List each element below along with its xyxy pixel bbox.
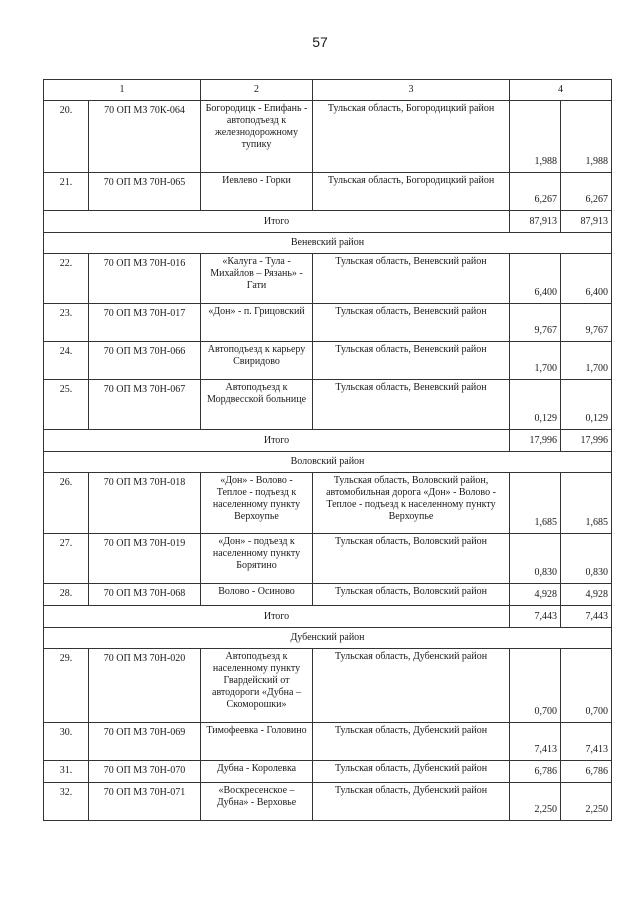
section-header [44, 233, 612, 254]
length-value: 0,129 [510, 380, 561, 430]
table-row [44, 101, 612, 173]
length-value: 0,830 [510, 534, 561, 584]
length-total-value: 1,700 [561, 342, 612, 380]
length-value: 1,685 [510, 473, 561, 534]
row-number: 26. [44, 473, 89, 534]
total-value-2: 7,443 [561, 606, 612, 628]
road-location: Тульская область, Дубенский район [313, 761, 510, 783]
row-number: 30. [44, 723, 89, 761]
table-row [44, 649, 612, 723]
road-location: Тульская область, Веневский район [313, 304, 510, 342]
road-name: Иевлево - Горки [201, 173, 313, 211]
road-code: 70 ОП МЗ 70Н-065 [89, 173, 201, 211]
total-label: Итого [44, 606, 510, 628]
section-title: Дубенский район [44, 628, 612, 649]
road-name: «Дон» - п. Грицовский [201, 304, 313, 342]
length-value: 1,700 [510, 342, 561, 380]
total-value: 17,996 [510, 430, 561, 452]
road-name: Тимофеевка - Головино [201, 723, 313, 761]
table-row [44, 342, 612, 380]
table-row [44, 761, 612, 783]
road-location: Тульская область, Воловский район [313, 534, 510, 584]
total-row [44, 211, 612, 233]
length-value: 0,700 [510, 649, 561, 723]
road-location: Тульская область, Богородицкий район [313, 173, 510, 211]
row-number: 29. [44, 649, 89, 723]
length-value: 9,767 [510, 304, 561, 342]
table-row [44, 723, 612, 761]
roads-table [43, 79, 612, 821]
length-value: 6,786 [510, 761, 561, 783]
length-total-value: 0,129 [561, 380, 612, 430]
row-number: 31. [44, 761, 89, 783]
header-cell-3: 3 [313, 80, 510, 101]
row-number: 23. [44, 304, 89, 342]
road-name: Автоподъезд к Мордвесской больнице [201, 380, 313, 430]
road-name: Богородицк - Епифань - автоподъезд к железнодорожному тупику [201, 101, 313, 173]
road-name: Волово - Осиново [201, 584, 313, 606]
page-number: 57 [312, 34, 328, 50]
table-row [44, 380, 612, 430]
row-number: 28. [44, 584, 89, 606]
section-title: Воловский район [44, 452, 612, 473]
length-value: 2,250 [510, 783, 561, 821]
row-number: 24. [44, 342, 89, 380]
section-header [44, 628, 612, 649]
road-name: «Дон» - Волово - Теплое - подъезд к населенному пункту Верхоупье [201, 473, 313, 534]
length-value: 7,413 [510, 723, 561, 761]
table-row [44, 584, 612, 606]
length-total-value: 9,767 [561, 304, 612, 342]
road-code: 70 ОП МЗ 70Н-019 [89, 534, 201, 584]
length-total-value: 4,928 [561, 584, 612, 606]
length-total-value: 1,988 [561, 101, 612, 173]
road-code: 70 ОП МЗ 70Н-018 [89, 473, 201, 534]
road-location: Тульская область, Дубенский район [313, 723, 510, 761]
header-row [44, 80, 612, 101]
length-value: 4,928 [510, 584, 561, 606]
road-code: 70 ОП МЗ 70Н-069 [89, 723, 201, 761]
road-name: «Дон» - подъезд к населенному пункту Борятино [201, 534, 313, 584]
row-number: 27. [44, 534, 89, 584]
road-location: Тульская область, Воловский район [313, 584, 510, 606]
table-row [44, 783, 612, 821]
road-location: Тульская область, Веневский район [313, 342, 510, 380]
length-value: 6,400 [510, 254, 561, 304]
road-name: Дубна - Королевка [201, 761, 313, 783]
section-header [44, 452, 612, 473]
total-value: 87,913 [510, 211, 561, 233]
length-total-value: 0,830 [561, 534, 612, 584]
length-value: 6,267 [510, 173, 561, 211]
road-code: 70 ОП МЗ 70Н-020 [89, 649, 201, 723]
total-value: 7,443 [510, 606, 561, 628]
section-title: Веневский район [44, 233, 612, 254]
table-row [44, 534, 612, 584]
row-number: 22. [44, 254, 89, 304]
road-name: Автоподъезд к населенному пункту Гвардейский от автодороги «Дубна – Скоморошки» [201, 649, 313, 723]
road-location: Тульская область, Воловский район, автомобильная дорога «Дон» - Волово - Теплое - подъезд к населенному пункту Верхоупье [313, 473, 510, 534]
road-location: Тульская область, Дубенский район [313, 783, 510, 821]
table-row [44, 254, 612, 304]
row-number: 20. [44, 101, 89, 173]
row-number: 21. [44, 173, 89, 211]
road-location: Тульская область, Богородицкий район [313, 101, 510, 173]
table-row [44, 173, 612, 211]
road-name: «Воскресенское – Дубна» - Верховье [201, 783, 313, 821]
table-row [44, 473, 612, 534]
total-value-2: 17,996 [561, 430, 612, 452]
length-total-value: 7,413 [561, 723, 612, 761]
total-value-2: 87,913 [561, 211, 612, 233]
road-code: 70 ОП МЗ 70Н-016 [89, 254, 201, 304]
header-cell-1: 1 [44, 80, 201, 101]
road-name: «Калуга - Тула - Михайлов – Рязань» - Гати [201, 254, 313, 304]
road-code: 70 ОП МЗ 70Н-017 [89, 304, 201, 342]
road-code: 70 ОП МЗ 70Н-066 [89, 342, 201, 380]
length-total-value: 6,786 [561, 761, 612, 783]
road-code: 70 ОП МЗ 70Н-068 [89, 584, 201, 606]
road-location: Тульская область, Веневский район [313, 380, 510, 430]
road-location: Тульская область, Дубенский район [313, 649, 510, 723]
road-code: 70 ОП МЗ 70Н-067 [89, 380, 201, 430]
road-location: Тульская область, Веневский район [313, 254, 510, 304]
length-total-value: 6,400 [561, 254, 612, 304]
row-number: 25. [44, 380, 89, 430]
table-row [44, 304, 612, 342]
length-total-value: 1,685 [561, 473, 612, 534]
total-row [44, 430, 612, 452]
length-total-value: 0,700 [561, 649, 612, 723]
header-cell-4: 4 [510, 80, 612, 101]
length-total-value: 2,250 [561, 783, 612, 821]
road-name: Автоподъезд к карьеру Свиридово [201, 342, 313, 380]
total-label: Итого [44, 430, 510, 452]
length-value: 1,988 [510, 101, 561, 173]
length-total-value: 6,267 [561, 173, 612, 211]
road-code: 70 ОП МЗ 70К-064 [89, 101, 201, 173]
road-code: 70 ОП МЗ 70Н-071 [89, 783, 201, 821]
total-label: Итого [44, 211, 510, 233]
total-row [44, 606, 612, 628]
row-number: 32. [44, 783, 89, 821]
header-cell-2: 2 [201, 80, 313, 101]
road-code: 70 ОП МЗ 70Н-070 [89, 761, 201, 783]
